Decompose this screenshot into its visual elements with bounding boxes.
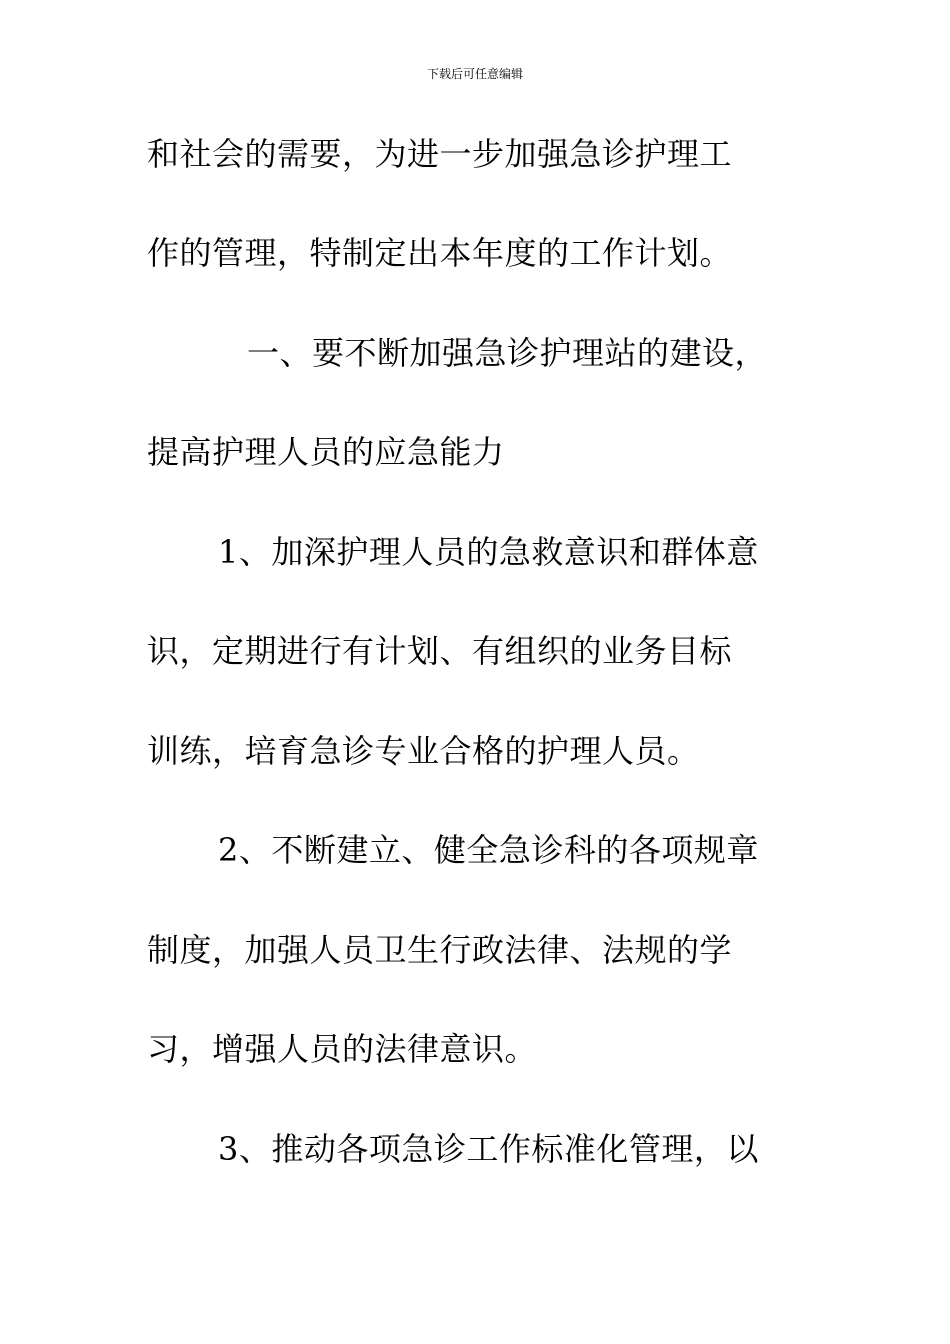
section-heading-line: 提高护理人员的应急能力 xyxy=(147,433,505,471)
text-line: 制度，加强人员卫生行政法律、法规的学 xyxy=(147,931,733,969)
list-item-line: 3、推动各项急诊工作标准化管理，以 xyxy=(218,1130,759,1168)
text-line: 作的管理，特制定出本年度的工作计划。 xyxy=(147,234,733,272)
text-line: 识，定期进行有计划、有组织的业务目标 xyxy=(147,632,733,670)
section-heading-line: 一、要不断加强急诊护理站的建设， xyxy=(247,334,768,372)
list-item-line: 1、加深护理人员的急救意识和群体意 xyxy=(218,533,759,571)
text-line: 和社会的需要，为进一步加强急诊护理工 xyxy=(147,135,733,173)
list-item-line: 2、不断建立、健全急诊科的各项规章 xyxy=(218,831,759,869)
text-line: 习，增强人员的法律意识。 xyxy=(147,1030,538,1068)
page-header: 下载后可任意编辑 xyxy=(426,67,523,81)
text-line: 训练，培育急诊专业合格的护理人员。 xyxy=(147,732,700,770)
